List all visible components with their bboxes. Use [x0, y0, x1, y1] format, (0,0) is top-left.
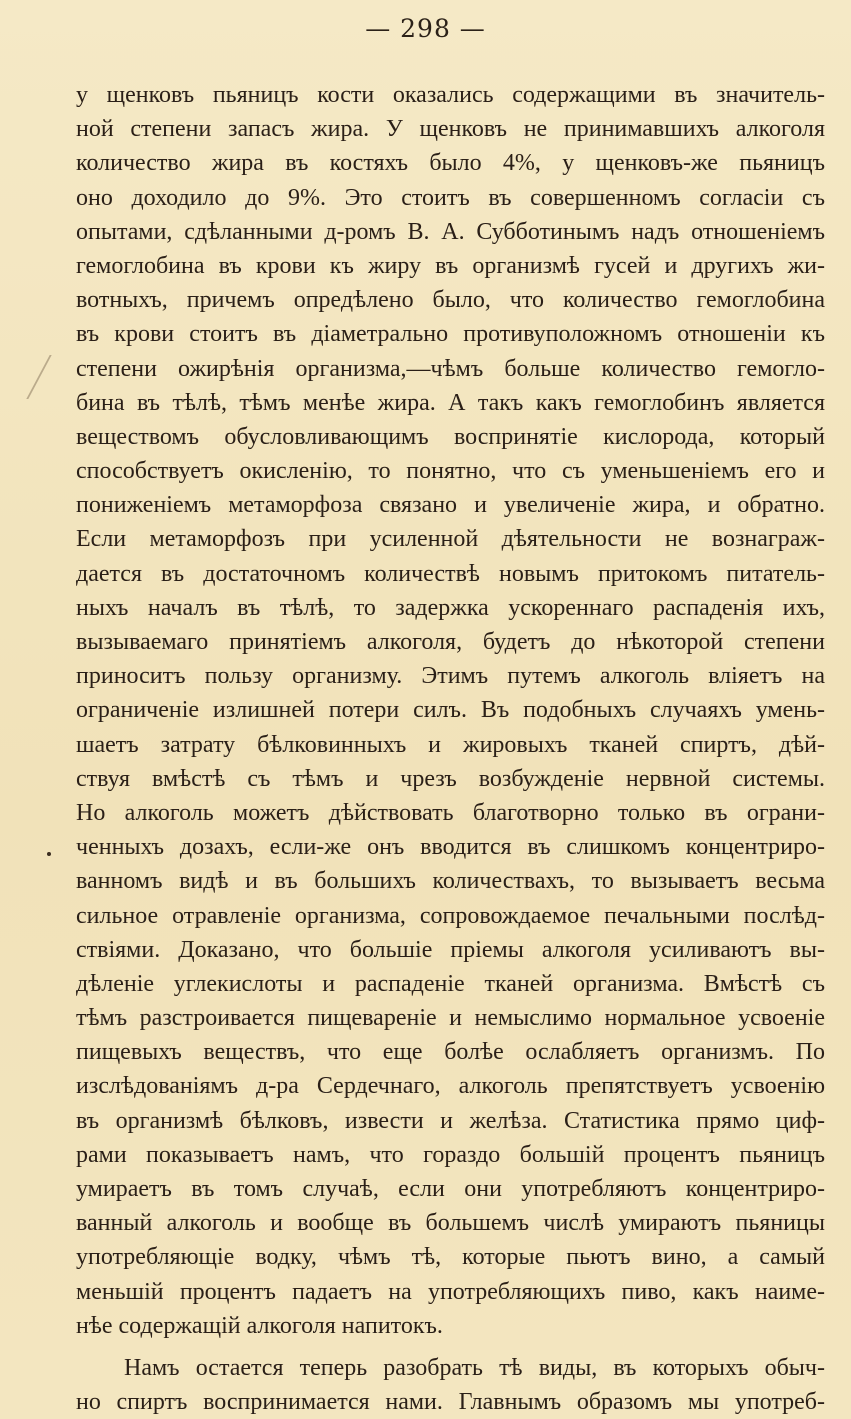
page-number: — 298 — — [365, 14, 486, 43]
text-line: ограниченіе излишней потери силъ. Въ подобныхъ случаяхъ умень- — [76, 697, 825, 724]
text-line: опытами, сдѣланными д-ромъ В. А. Субботинымъ надъ отношеніемъ — [76, 218, 825, 245]
text-line: ной степени запасъ жира. У щенковъ не принимавшихъ алкоголя — [76, 116, 825, 143]
text-line: вызываемаго принятіемъ алкоголя, будетъ до нѣкоторой степени — [76, 629, 825, 655]
text-line: рами показываетъ намъ, что гораздо большій процентъ пьяницъ — [76, 1141, 825, 1168]
text-line: ченныхъ дозахъ, если-же онъ вводится въ слишкомъ концентриро- — [76, 834, 825, 861]
margin-pencil-mark — [26, 355, 77, 399]
text-line: но спиртъ воспринимается нами. Главнымъ образомъ мы употреб- — [76, 1389, 825, 1416]
text-line: Намъ остается теперь разобрать тѣ виды, въ которыхъ обыч- — [124, 1354, 825, 1381]
text-line: пониженіемъ метаморфоза связано и увеличеніе жира, и обратно. — [76, 492, 825, 519]
text-line: ствіями. Доказано, что большіе пріемы алкоголя усиливаютъ вы- — [76, 936, 825, 963]
text-line: Но алкоголь можетъ дѣйствовать благотворно только въ ограни- — [76, 799, 825, 826]
text-line: ствуя вмѣстѣ съ тѣмъ и чрезъ возбужденіе нервной системы. — [76, 765, 825, 792]
text-line: у щенковъ пьяницъ кости оказались содержащими въ значитель- — [76, 82, 825, 108]
paragraph-1 — [76, 78, 825, 1343]
text-line: вотныхъ, причемъ опредѣлено было, что количество гемоглобина — [76, 287, 825, 314]
text-line: гемоглобина въ крови къ жиру въ организмѣ гусей и другихъ жи- — [76, 252, 825, 279]
text-line: бина въ тѣлѣ, тѣмъ менѣе жира. А такъ какъ гемоглобинъ является — [76, 389, 825, 416]
text-line: меньшій процентъ падаетъ на употребляющихъ пиво, какъ наиме- — [76, 1278, 825, 1305]
text-line: дѣленіе углекислоты и распаденіе тканей организма. Вмѣстѣ съ — [76, 970, 825, 997]
text-line: Если метаморфозъ при усиленной дѣятельности не вознаграж- — [76, 526, 825, 553]
text-line: въ организмѣ бѣлковъ, извести и желѣза. Статистика прямо циф- — [76, 1107, 825, 1134]
text-line: шаетъ затрату бѣлковинныхъ и жировыхъ тканей спиртъ, дѣй- — [76, 731, 825, 758]
text-line: оно доходило до 9%. Это стоитъ въ совершенномъ согласіи съ — [76, 184, 825, 211]
text-line: въ крови стоитъ въ діаметрально противуположномъ отношеніи къ — [76, 321, 825, 348]
text-line: нѣе содержащій алкоголя напитокъ. — [76, 1312, 443, 1339]
text-line: ванный алкоголь и вообще въ большемъ числѣ умираютъ пьяницы — [76, 1210, 825, 1237]
text-line: ванномъ видѣ и въ большихъ количествахъ, то вызываетъ весьма — [76, 868, 825, 895]
text-line: веществомъ обусловливающимъ воспринятіе кислорода, который — [76, 423, 825, 450]
text-line: приноситъ пользу организму. Этимъ путемъ алкоголь вліяетъ на — [76, 663, 825, 690]
text-line: сильное отравленіе организма, сопровождаемое печальными послѣд- — [76, 902, 825, 929]
text-line: дается въ достаточномъ количествѣ новымъ притокомъ питатель- — [76, 560, 825, 587]
body-text — [76, 78, 825, 1419]
text-line: ныхъ началъ въ тѣлѣ, то задержка ускореннаго распаденія ихъ, — [76, 594, 825, 621]
text-line: пищевыхъ веществъ, что еще болѣе ослабляетъ организмъ. По — [76, 1039, 825, 1066]
text-line: умираетъ въ томъ случаѣ, если они употребляютъ концентриро- — [76, 1176, 825, 1202]
margin-ink-dot — [47, 852, 51, 856]
text-line: употребляющіе водку, чѣмъ тѣ, которые пьютъ вино, а самый — [76, 1244, 825, 1271]
text-line: изслѣдованіямъ д-ра Сердечнаго, алкоголь препятствуетъ усвоенію — [76, 1073, 825, 1100]
text-line: тѣмъ разстроивается пищевареніе и немыслимо нормальное усвоеніе — [76, 1005, 825, 1032]
paragraph-2 — [76, 1351, 825, 1419]
text-line: способствуетъ окисленію, то понятно, что съ уменьшеніемъ его и — [76, 458, 825, 485]
text-line: количество жира въ костяхъ было 4%, у щенковъ-же пьяницъ — [76, 150, 825, 177]
text-line: степени ожирѣнія организма,—чѣмъ больше количество гемогло- — [76, 355, 825, 382]
